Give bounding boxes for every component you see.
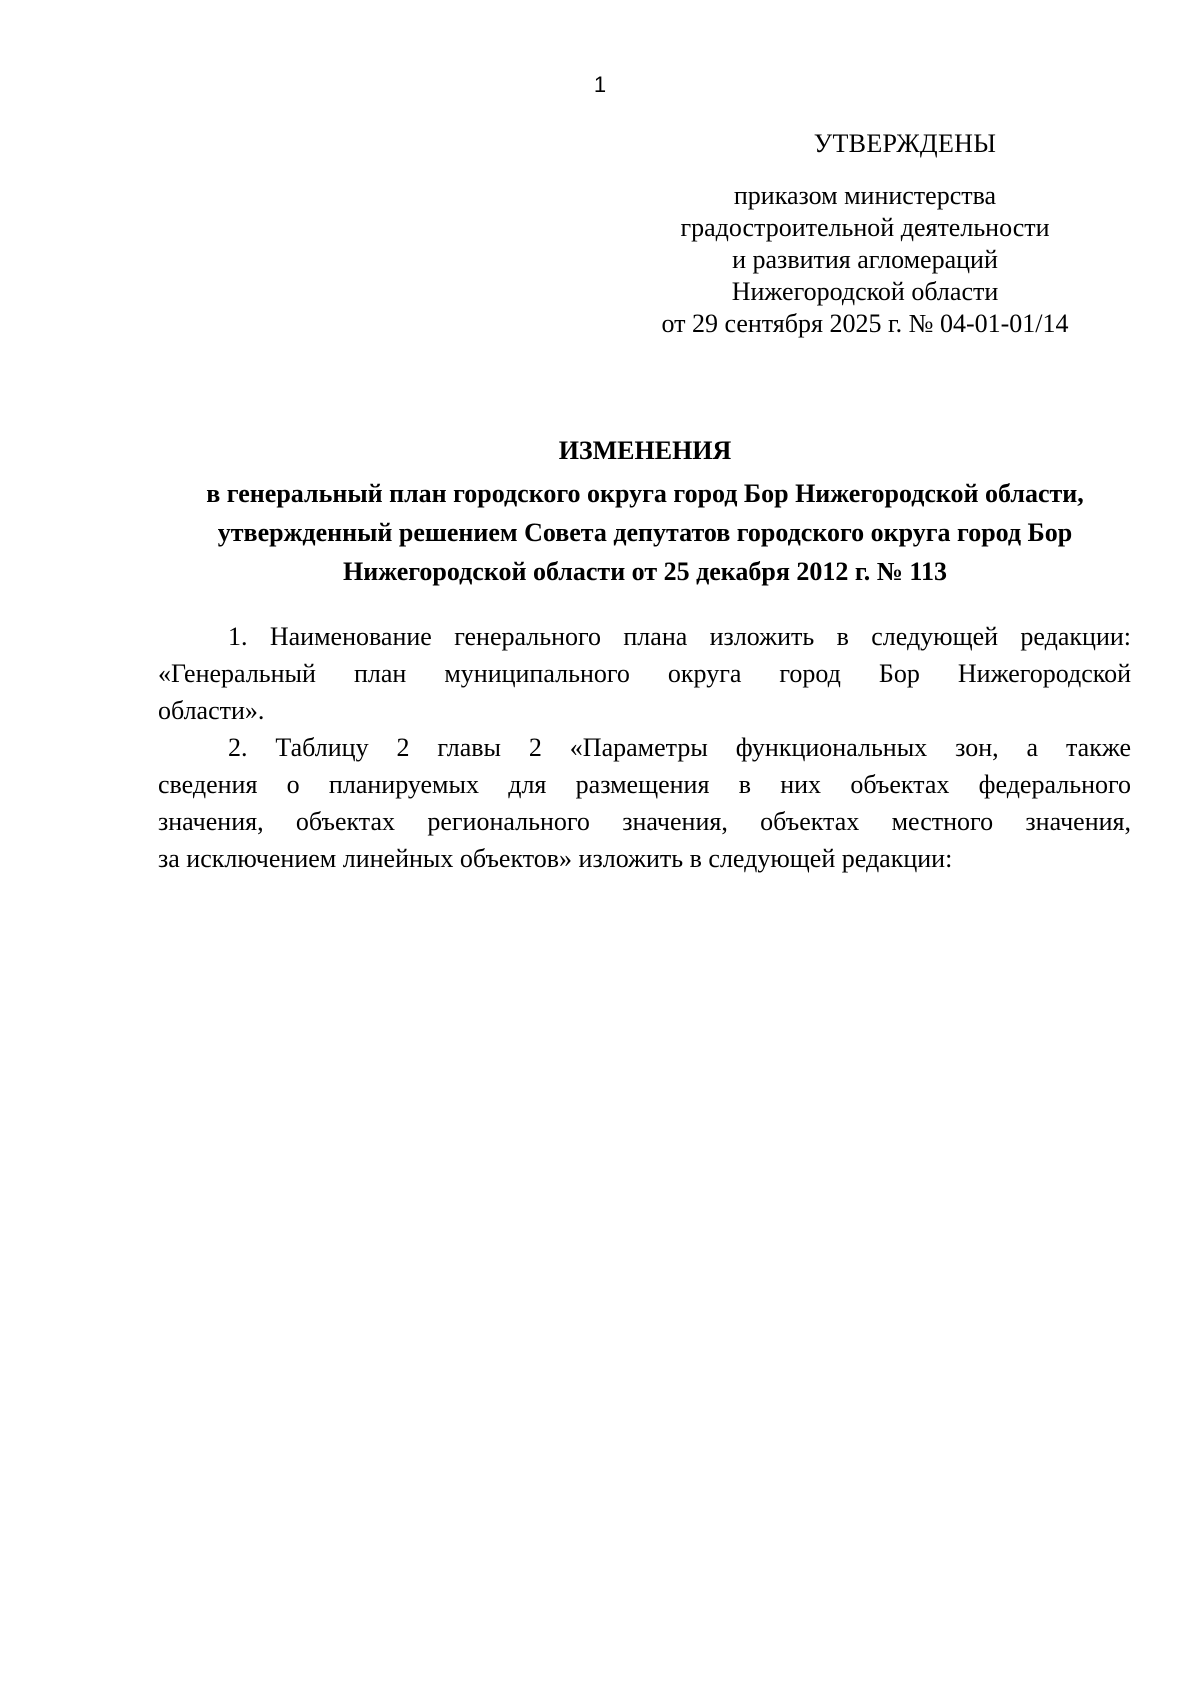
approval-details [600, 180, 1130, 340]
subtitle-line: утвержденный решением Совета депутатов городского округа город Бор [217, 518, 1073, 547]
approval-line: приказом министерства [733, 181, 997, 210]
subtitle-line: в генеральный план городского округа город Бор Нижегородской области, [206, 479, 1084, 508]
subtitle-line: Нижегородской области от 25 декабря 2012 г. № 113 [343, 557, 947, 586]
approval-line: и развития агломераций [732, 245, 998, 274]
paragraph-line: сведения о планируемых для размещения в них объектах федерального [158, 770, 1131, 799]
approval-date-number: от 29 сентября 2025 г. № 04-01-01/14 [661, 309, 1069, 338]
approval-line: Нижегородской области [731, 277, 999, 306]
page-number: 1 [593, 72, 607, 97]
document-body [158, 618, 1131, 877]
paragraph-line: за исключением линейных объектов» изложить в следующей редакции: [158, 844, 953, 873]
approval-stamp-title: УТВЕРЖДЕНЫ [813, 129, 997, 158]
approval-line: градостроительной деятельности [680, 213, 1050, 242]
paragraph-line: области». [158, 696, 265, 725]
paragraph-line: значения, объектах регионального значения, объектах местного значения, [158, 807, 1131, 836]
paragraph-line: «Генеральный план муниципального округа город Бор Нижегородской [158, 659, 1131, 688]
document-title: ИЗМЕНЕНИЯ [558, 436, 732, 465]
paragraph-2 [158, 729, 1131, 877]
paragraph-line: 2. Таблицу 2 главы 2 «Параметры функциональных зон, а также [228, 733, 1131, 762]
paragraph-1 [158, 618, 1131, 729]
document-subtitle [150, 474, 1140, 591]
paragraph-line: 1. Наименование генерального плана изложить в следующей редакции: [228, 622, 1131, 651]
